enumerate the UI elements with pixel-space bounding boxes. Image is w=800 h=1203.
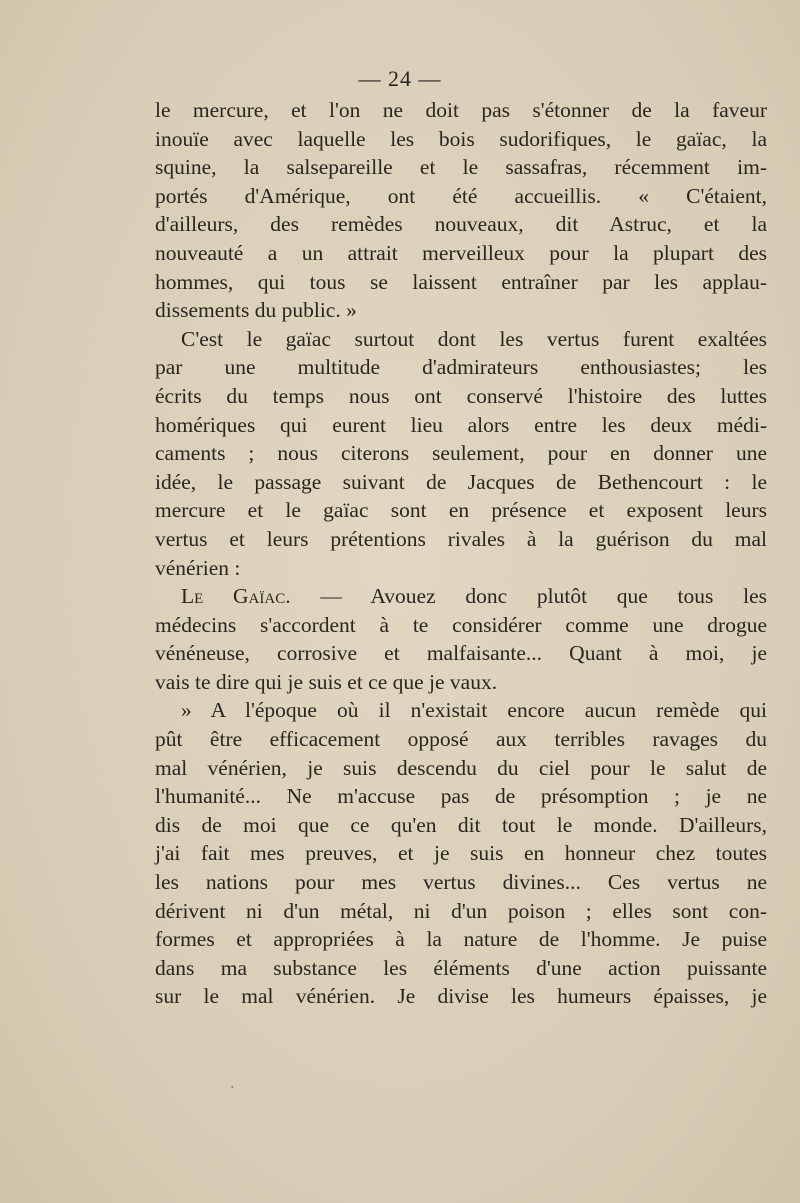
text-line: vais te dire qui je suis et ce que je vaux. [155, 669, 498, 694]
text-line: dans ma substance les éléments d'une action puissante [155, 955, 767, 980]
page-number: — 24 — [358, 66, 442, 91]
text-line: Le Gaïac. — Avouez donc plutôt que tous les [181, 584, 767, 609]
text-line: par une multitude d'admirateurs enthousiastes; les [155, 355, 767, 380]
text-line: j'ai fait mes preuves, et je suis en honneur chez toutes [155, 841, 767, 866]
text-line: mal vénérien, je suis descendu du ciel pour le salut de [155, 755, 767, 780]
text-line: médecins s'accordent à te considérer comme une drogue [155, 612, 767, 637]
text-line: homériques qui eurent lieu alors entre les deux médi- [155, 412, 767, 437]
text-line: d'ailleurs, des remèdes nouveaux, dit Astruc, et la [155, 212, 767, 237]
text-line: écrits du temps nous ont conservé l'histoire des luttes [155, 383, 767, 408]
ink-speck: ‧ [230, 1081, 235, 1096]
text-line: inouïe avec laquelle les bois sudorifiques, le gaïac, la [155, 126, 767, 151]
text-line: pût être efficacement opposé aux terribles ravages du [155, 727, 767, 752]
text-line: » A l'époque où il n'existait encore aucun remède qui [181, 698, 767, 723]
text-line: vénéneuse, corrosive et malfaisante... Quant à moi, je [155, 641, 767, 666]
text-line: portés d'Amérique, ont été accueillis. « C'étaient, [155, 183, 767, 208]
text-line: caments ; nous citerons seulement, pour en donner une [155, 441, 767, 466]
text-line: dis de moi que ce qu'en dit tout le monde. D'ailleurs, [155, 812, 767, 837]
text-line: les nations pour mes vertus divines... Ces vertus ne [155, 870, 767, 895]
text-line: vénérien : [155, 555, 241, 580]
text-line: le mercure, et l'on ne doit pas s'étonner de la faveur [155, 98, 767, 122]
text-line: dissements du public. » [155, 298, 357, 323]
body-text [155, 96, 767, 1011]
text-line: idée, le passage suivant de Jacques de Bethencourt : le [155, 469, 767, 494]
text-line: sur le mal vénérien. Je divise les humeurs épaisses, je [155, 984, 767, 1009]
text-line: C'est le gaïac surtout dont les vertus furent exaltées [181, 326, 767, 351]
text-line: mercure et le gaïac sont en présence et exposent leurs [155, 498, 767, 523]
text-line: dérivent ni d'un métal, ni d'un poison ; elles sont con- [155, 898, 767, 923]
text-line: l'humanité... Ne m'accuse pas de présomption ; je ne [155, 784, 767, 809]
text-line: hommes, qui tous se laissent entraîner par les applau- [155, 269, 767, 294]
text-line: vertus et leurs prétentions rivales à la guérison du mal [155, 526, 767, 551]
text-line: formes et appropriées à la nature de l'homme. Je puise [155, 927, 767, 952]
text-line: squine, la salsepareille et le sassafras, récemment im- [155, 155, 767, 180]
text-line: nouveauté a un attrait merveilleux pour la plupart des [155, 240, 767, 265]
